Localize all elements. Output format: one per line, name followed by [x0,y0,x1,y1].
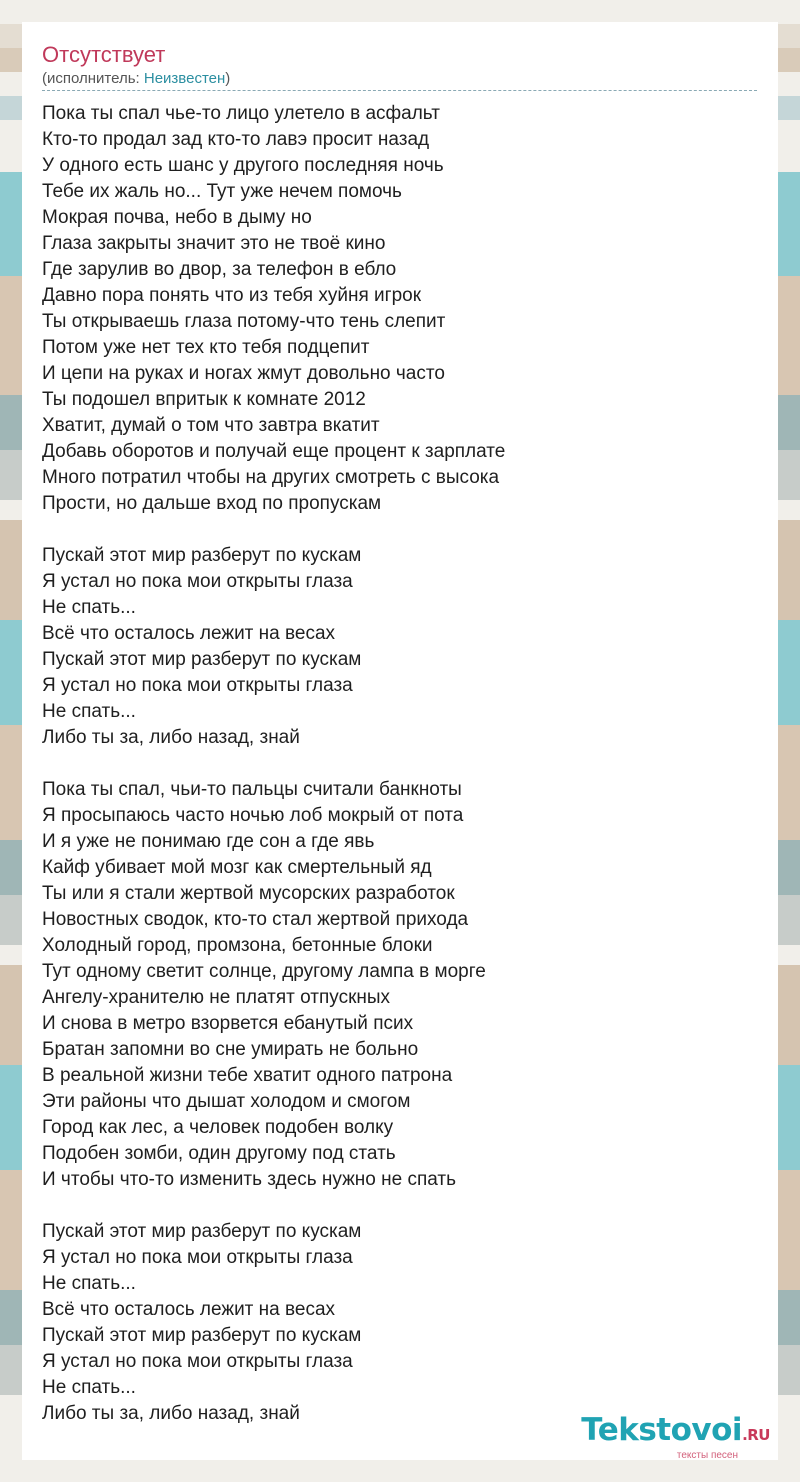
lyric-line: Не спать... [42,597,136,618]
lyric-line: Всё что осталось лежит на весах [42,1299,336,1320]
lyric-line: Кайф убивает мой мозг как смертельный яд [42,857,432,878]
stanza-break [42,751,758,777]
artist-link[interactable]: Неизвестен [143,70,226,87]
lyric-line: Пока ты спал чье-то лицо улетело в асфальт [42,103,440,124]
lyric-line: Ты открываешь глаза потому-что тень слепит [42,311,446,332]
lyric-line: Я устал но пока мои открыты глаза [42,571,353,592]
logo-suffix: .RU [742,1426,770,1444]
lyrics-text [42,101,758,1427]
lyric-line: Ты подошел впритык к комнате 2012 [42,389,366,410]
lyric-line: Не спать... [42,1377,136,1398]
lyric-line: Пускай этот мир разберут по кускам [42,545,362,566]
lyric-line: Пускай этот мир разберут по кускам [42,1325,362,1346]
song-title: Отсутствует [42,42,166,67]
lyric-line: Хватит, думай о том что завтра вкатит [42,415,380,436]
lyric-line: Город как лес, а человек подобен волку [42,1117,394,1138]
lyric-line: Новостных сводок, кто-то стал жертвой прихода [42,909,469,930]
lyric-line: Мокрая почва, небо в дыму но [42,207,312,228]
lyric-line: Где зарулив во двор, за телефон в еблo [42,259,397,280]
lyric-line: Всё что осталось лежит на весах [42,623,336,644]
logo-main-text: Tekstovoi [581,1412,743,1448]
lyric-line: Ангелу-хранителю не платят отпускных [42,987,391,1008]
artist-suffix: ) [225,70,231,87]
lyric-line: Потом уже нет тех кто тебя подцепит [42,337,370,358]
lyric-line: И я уже не понимаю где сон а где явь [42,831,375,852]
lyrics-card [22,22,778,1460]
lyric-line: Тебе их жаль но... Тут уже нечем помочь [42,181,402,202]
lyric-line: Либо ты за, либо назад, знай [42,727,300,748]
lyric-line: Я устал но пока мои открыты глаза [42,1351,353,1372]
lyric-line: Пускай этот мир разберут по кускам [42,649,362,670]
lyric-line: Я устал но пока мои открыты глаза [42,675,353,696]
lyric-line: И снова в метро взорвется ебанутый псих [42,1013,414,1034]
artist-prefix: (исполнитель: [42,70,144,87]
lyric-line: Не спать... [42,701,136,722]
logo-tagline: тексты песен [676,1450,738,1461]
lyric-line: Не спать... [42,1273,136,1294]
lyric-line: Подобен зомби, один другому под стать [42,1143,396,1164]
lyric-line: И цепи на руках и ногах жмут довольно часто [42,363,445,384]
lyric-line: Эти районы что дышат холодом и смогом [42,1091,411,1112]
lyric-line: В реальной жизни тебе хватит одного патрона [42,1065,453,1086]
lyric-line: Я устал но пока мои открыты глаза [42,1247,353,1268]
logo-wordmark [540,1413,770,1452]
artist-line [42,69,757,91]
lyric-line: Пускай этот мир разберут по кускам [42,1221,362,1242]
lyric-line: У одного есть шанс у другого последняя ночь [42,155,444,176]
lyric-line: Глаза закрыты значит это не твоё кино [42,233,386,254]
stanza-break [42,1193,758,1219]
lyric-line: Давно пора понять что из тебя хуйня игрок [42,285,422,306]
lyric-line: Тут одному светит солнце, другому лампа в морге [42,961,486,982]
lyric-line: Добавь оборотов и получай еще процент к зарплате [42,441,506,462]
lyric-line: Пока ты спал, чьи-то пальцы считали банкноты [42,779,462,800]
lyric-line: Кто-то продал зад кто-то лавэ просит назад [42,129,430,150]
stanza-break [42,517,758,543]
site-logo[interactable] [540,1413,770,1462]
lyric-line: Много потратил чтобы на других смотреть с высока [42,467,500,488]
lyric-line: Прости, но дальше вход по пропускам [42,493,382,514]
lyric-line: Холодный город, промзона, бетонные блоки [42,935,433,956]
lyric-line: Ты или я стали жертвой мусорских разработок [42,883,455,904]
lyric-line: Либо ты за, либо назад, знай [42,1403,300,1424]
lyric-line: И чтобы что-то изменить здесь нужно не спать [42,1169,457,1190]
lyric-line: Я просыпаюсь часто ночью лоб мокрый от пота [42,805,464,826]
lyric-line: Братан запомни во сне умирать не больно [42,1039,419,1060]
